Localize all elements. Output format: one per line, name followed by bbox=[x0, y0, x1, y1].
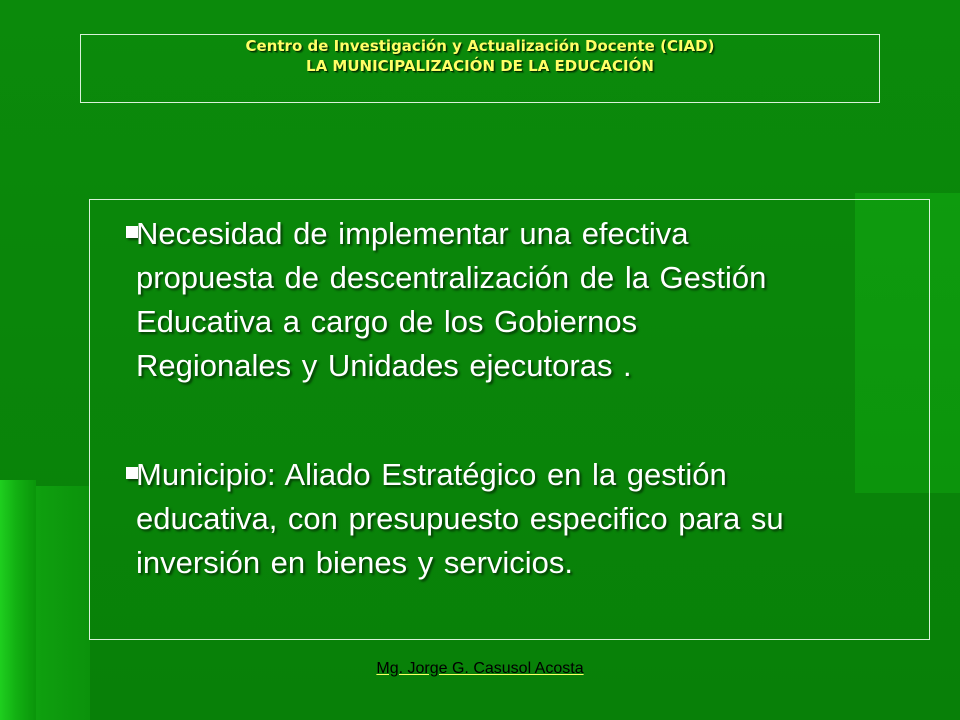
bullet-line: Municipio: Aliado Estratégico en la gestión bbox=[136, 457, 727, 492]
decorative-left-stripe bbox=[0, 480, 36, 720]
content-box bbox=[89, 199, 930, 640]
bullet-line: propuesta de descentralización de la Gestión bbox=[136, 260, 767, 295]
bullet-text bbox=[136, 212, 916, 388]
header-box bbox=[80, 34, 880, 103]
bullet-line: educativa, con presupuesto especifico para su bbox=[136, 501, 784, 536]
footer-author: Mg. Jorge G. Casusol Acosta bbox=[376, 660, 584, 677]
header-title: Centro de Investigación y Actualización Docente (CIAD) bbox=[245, 37, 715, 55]
footer bbox=[0, 660, 960, 678]
header-subtitle: LA MUNICIPALIZACIÓN DE LA EDUCACIÓN bbox=[306, 57, 654, 75]
bullet-line: Necesidad de implementar una efectiva bbox=[136, 216, 689, 251]
bullet-line: Regionales y Unidades ejecutoras . bbox=[136, 348, 632, 383]
bullet-line: inversión en bienes y servicios. bbox=[136, 545, 574, 580]
bullet-line: Educativa a cargo de los Gobiernos bbox=[136, 304, 638, 339]
bullet-text bbox=[136, 453, 916, 585]
decorative-left-block bbox=[36, 486, 90, 720]
